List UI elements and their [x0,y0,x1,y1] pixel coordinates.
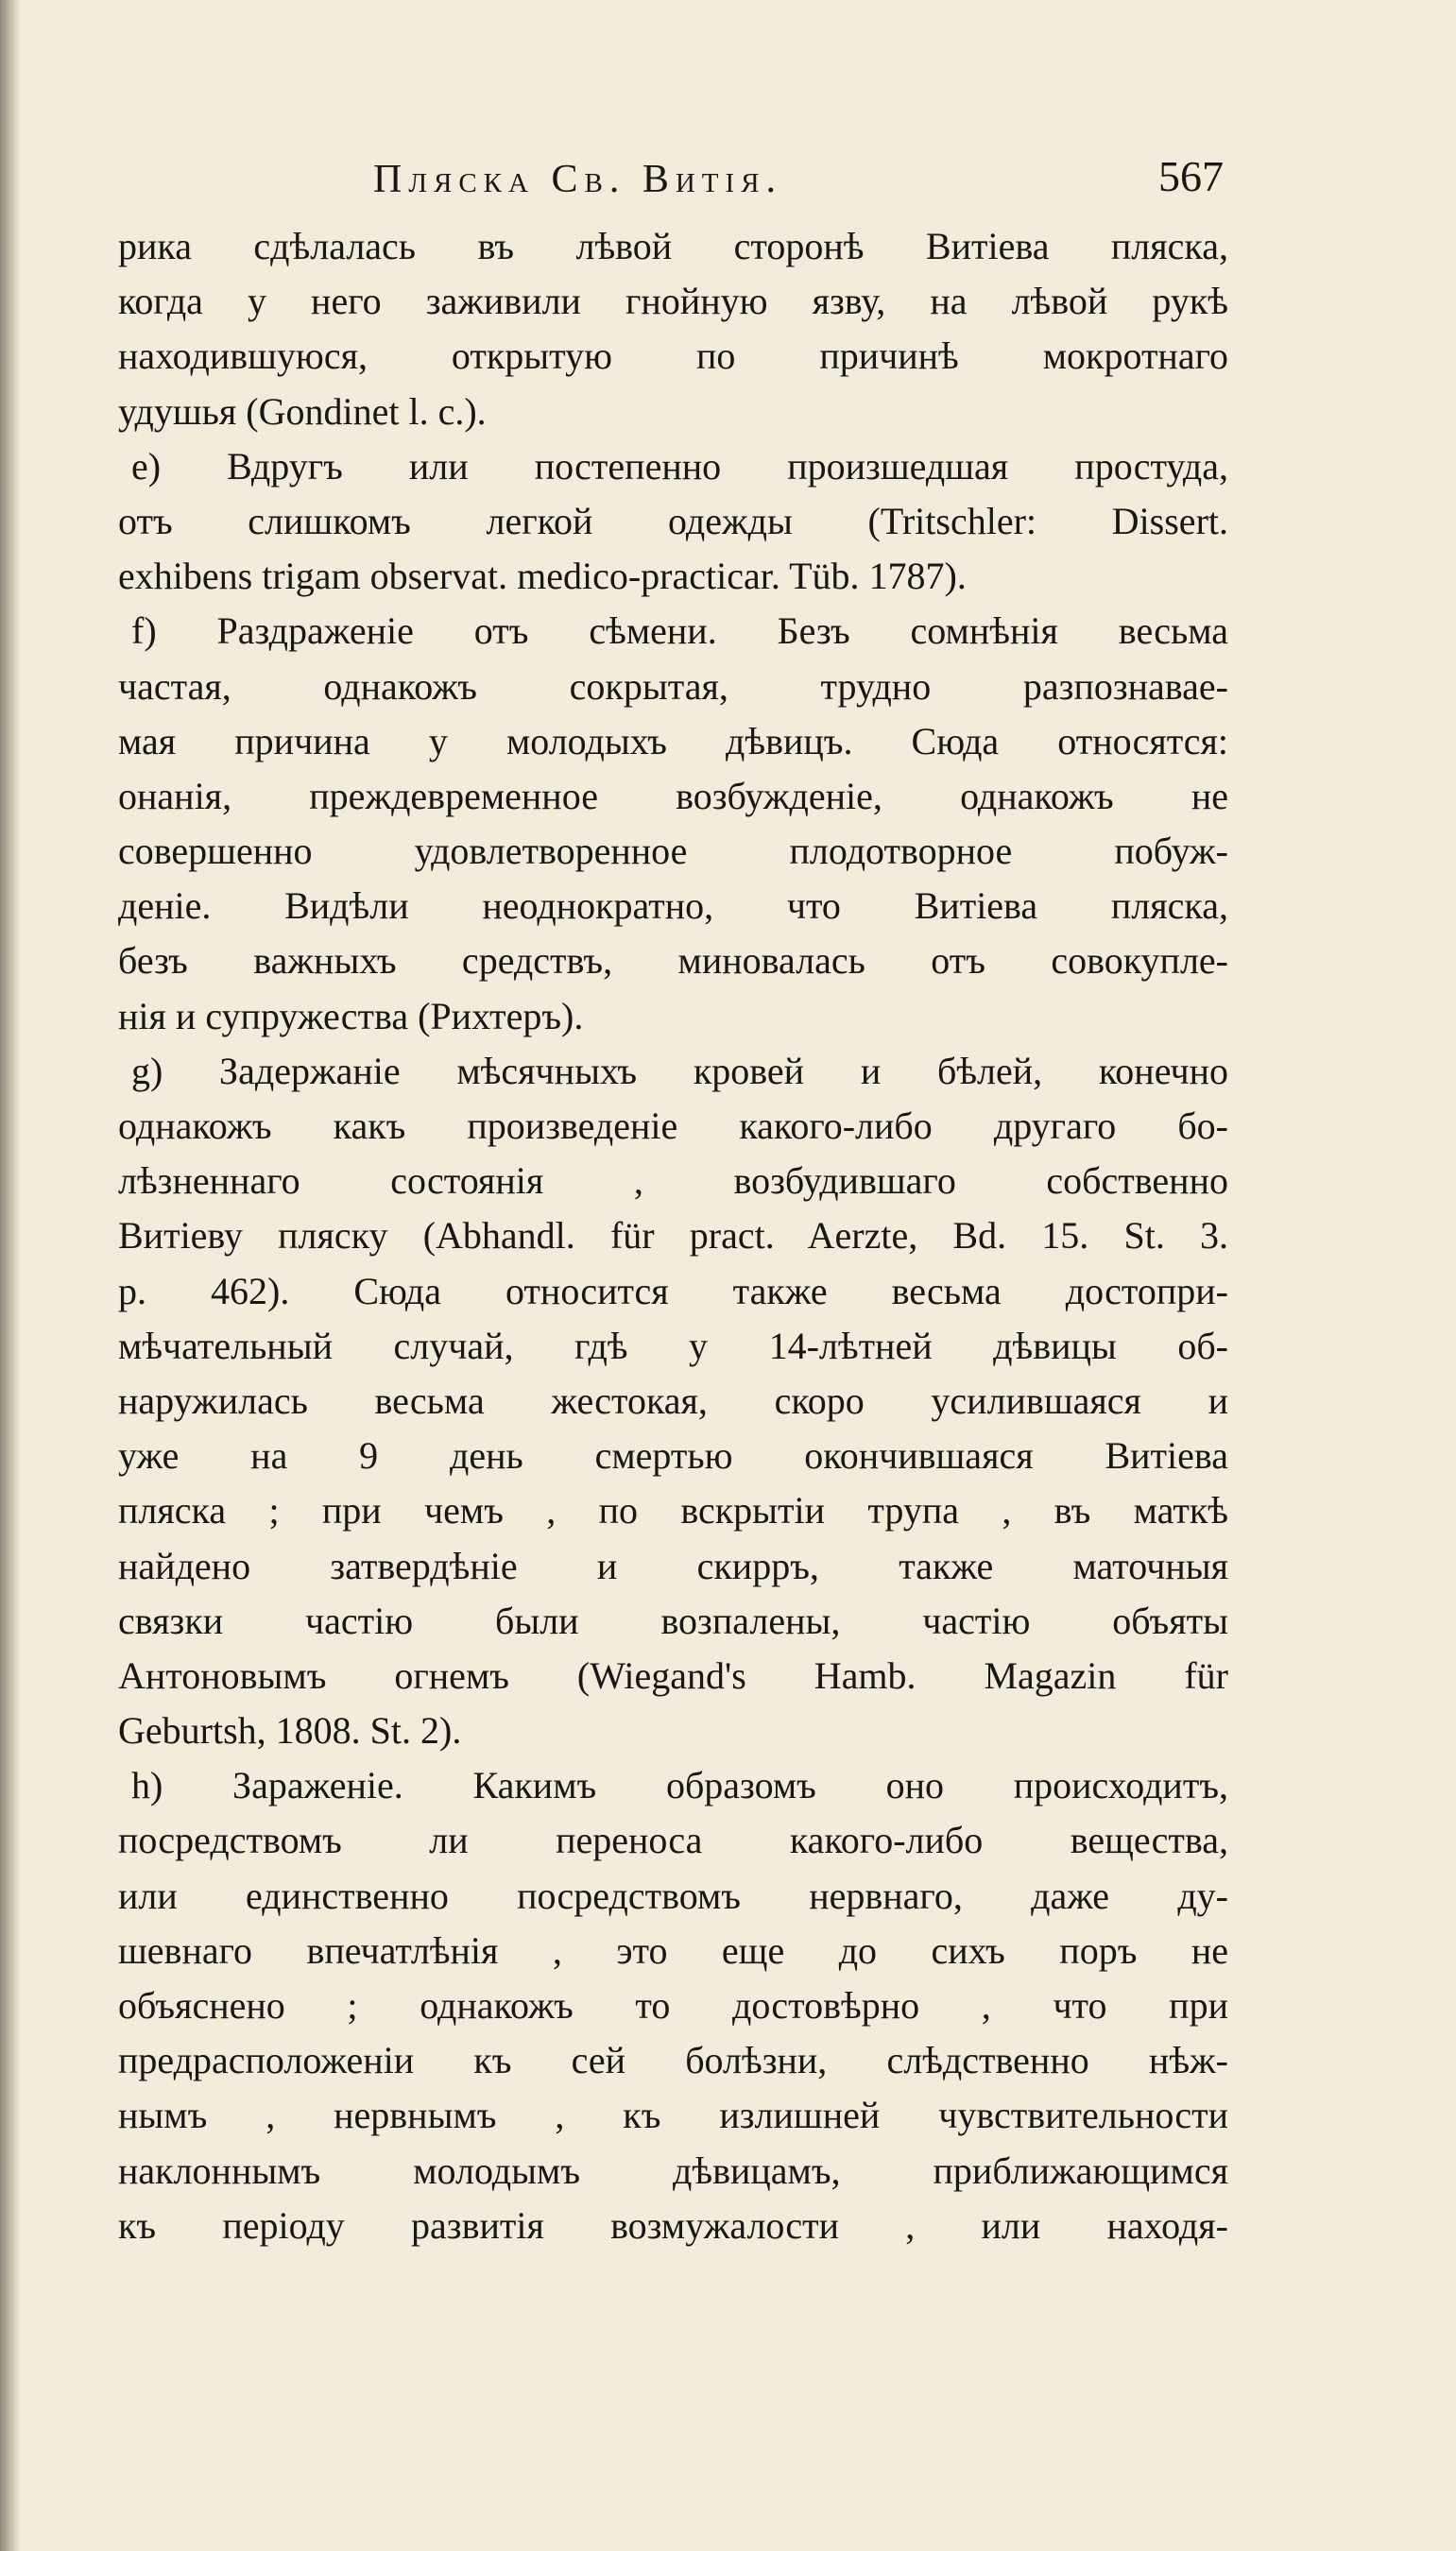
text-line: объяснено ; однакожъ то достовѣрно , что при [118,1984,1228,2027]
page-header [118,151,1224,208]
text-line: онанія, преждевременное возбужденіе, однакожъ не [118,774,1228,817]
text-line: наклоннымъ молодымъ дѣвицамъ, приближающимся [118,2149,1228,2192]
text-line: находившуюся, открытую по причинѣ мокротнаго [118,334,1228,378]
text-line: мая причина у молодыхъ дѣвицъ. Сюда относятся: [118,719,1228,762]
text-line: деніе. Видѣли неоднократно, что Витіева пляска, [118,884,1228,928]
paragraph-e-start: e) Вдругъ или постепенно произшедшая простуда, [131,444,1228,488]
text-line: удушья (Gondinet l. c.). [118,389,487,433]
text-line: найдено затвердѣніе и скирръ, также маточныя [118,1544,1228,1587]
text-line: p. 462). Сюда относится также весьма достопри- [118,1269,1228,1312]
text-line: или единственно посредствомъ нервнаго, даже ду- [118,1874,1228,1917]
text-line: предрасположеніи къ сей болѣзни, слѣдственно нѣж- [118,2039,1228,2082]
body-text [118,219,1228,2253]
text-line: нія и супружества (Рихтеръ). [118,994,584,1037]
text-line: exhibens trigam observat. medico-practicar. Tüb. 1787). [118,555,967,598]
paragraph-f-start: f) Раздраженіе отъ сѣмени. Безъ сомнѣнія весьма [131,609,1228,653]
text-line: наружилась весьма жестокая, скоро усилившаяся и [118,1378,1228,1422]
text-line: Антоновымъ огнемъ (Wiegand's Hamb. Magazin für [118,1653,1228,1697]
page-number: 567 [1158,152,1224,200]
text-line: Geburtsh, 1808. St. 2). [118,1709,462,1753]
text-line: когда у него заживили гнойную язву, на лѣвой рукѣ [118,280,1228,323]
running-head: Пляска Св. Витія. [373,158,782,201]
text-line: мѣчательный случай, гдѣ у 14-лѣтней дѣвицы об- [118,1324,1228,1367]
text-line: лѣзненнаго состоянія , возбудившаго собственно [118,1159,1228,1203]
page-edge-shadow [0,0,21,2551]
text-line: шевнаго впечатлѣнія , это еще до сихъ поръ не [118,1928,1228,1972]
paragraph-g-start: g) Задержаніе мѣсячныхъ кровей и бѣлей, конечно [131,1049,1228,1092]
text-line: связки частію были возпалены, частію объяты [118,1599,1228,1642]
text-line: нымъ , нервнымъ , къ излишней чувствительности [118,2094,1228,2137]
paragraph-h-start: h) Зараженіе. Какимъ образомъ оно происходитъ, [131,1764,1228,1807]
text-line: совершенно удовлетворенное плодотворное побуж- [118,830,1228,873]
text-line: рика сдѣлалась въ лѣвой сторонѣ Витіева пляска, [118,225,1228,267]
text-line: къ періоду развитія возмужалости , или находя- [118,2203,1228,2247]
text-line: посредствомъ ли переноса какого-либо вещества, [118,1819,1228,1862]
text-line: Витіеву пляску (Abhandl. für pract. Aerzte, Bd. 15. St. 3. [118,1214,1228,1258]
text-line: отъ слишкомъ легкой одежды (Tritschler: Dissert. [118,499,1228,542]
text-line: частая, однакожъ сокрытая, трудно разпознавае- [118,664,1228,708]
text-line: безъ важныхъ средствъ, миновалась отъ совокупле- [118,939,1228,983]
text-line: однакожъ какъ произведеніе какого-либо другаго бо- [118,1104,1228,1147]
text-line: пляска ; при чемъ , по вскрытіи трупа , въ маткѣ [118,1489,1228,1532]
text-line: уже на 9 день смертью окончившаяся Витіева [118,1434,1228,1478]
